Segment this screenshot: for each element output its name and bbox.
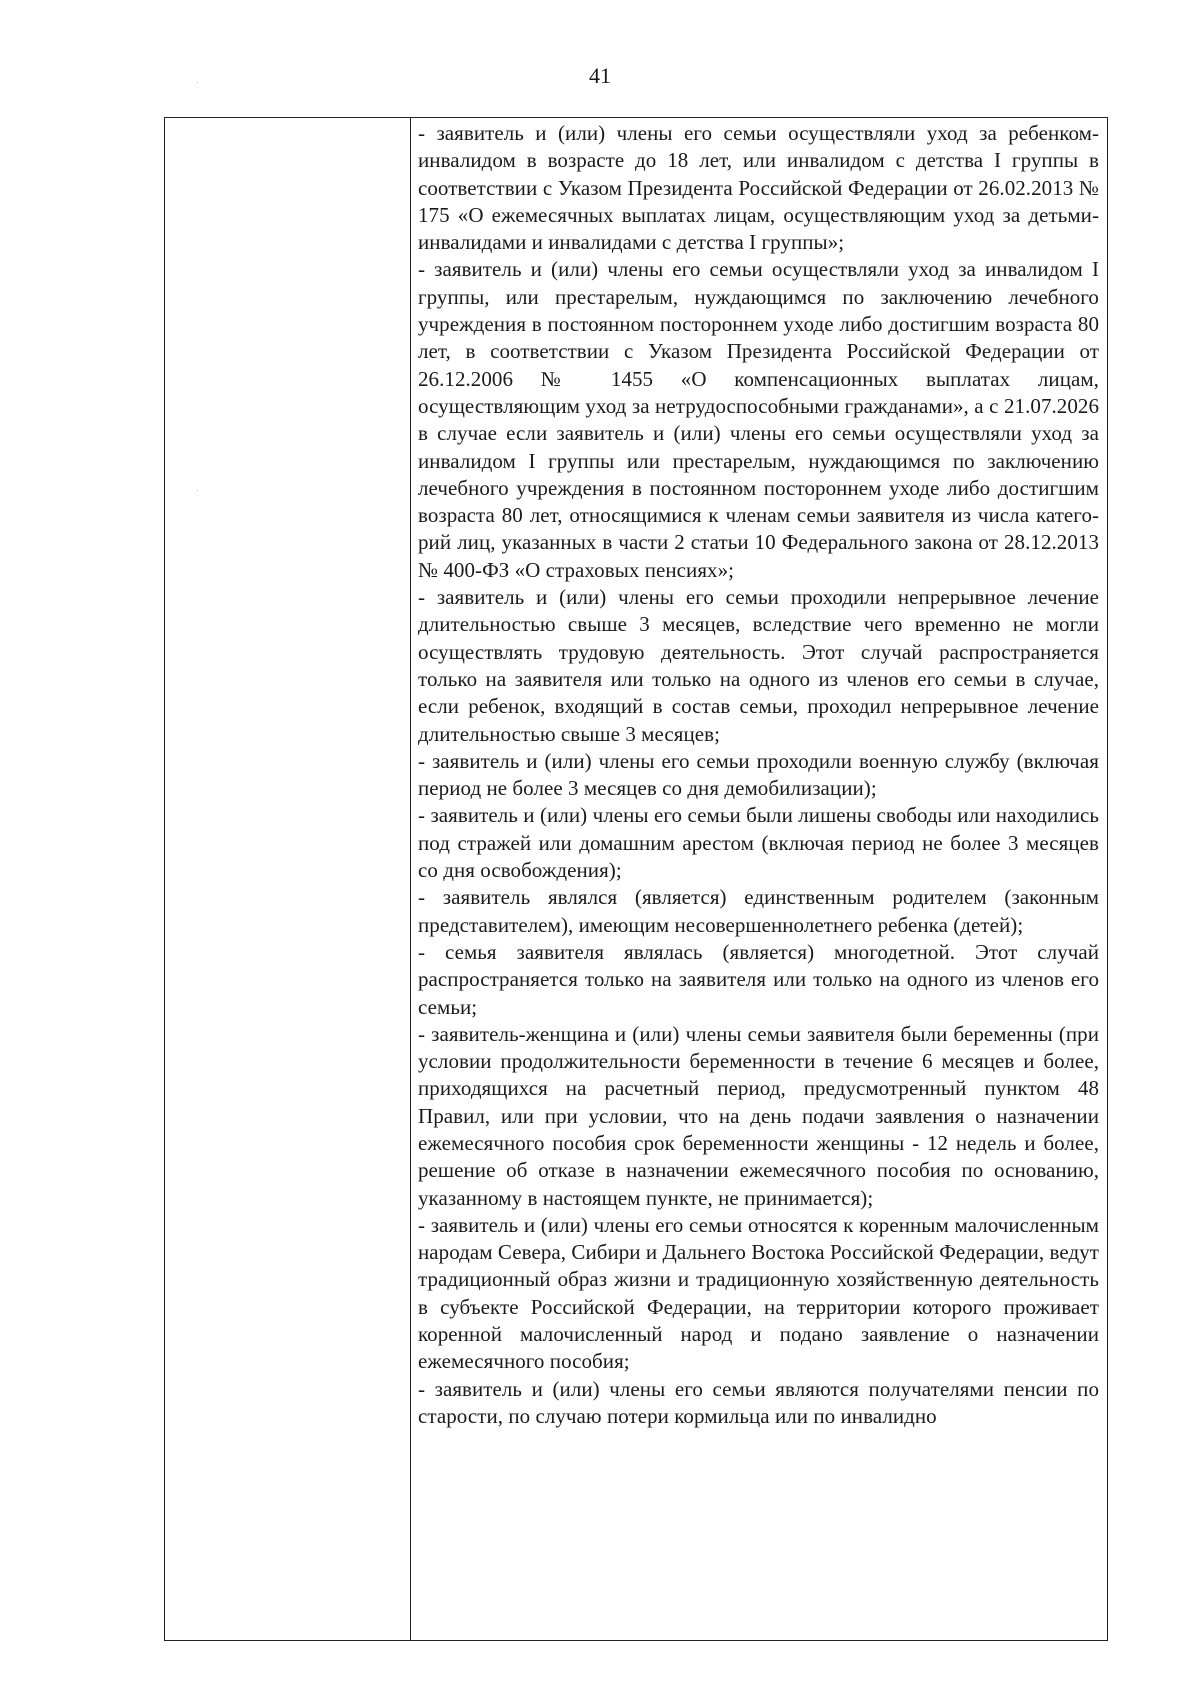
list-item: - заявитель и (или) члены его семьи осуществляли уход за инвалидом I группы, или престарелым, нуждающимся по заключению лечебного учреждения в постоянном постороннем уходе либо достигшим возраста 80 лет, в соответствии с Указом Президента Российской Федерации от 26.12.2006 № 1455 «О компенсационных выплатах лицам, осуществляющим уход за нетрудоспособными гражданами», а с 21.07.2026 в случае если заявитель и (или) члены его семьи осуществляли уход за инвалидом I группы или престарелым, нуждающимся по заключению лечебного учреждения в постоянном постороннем уходе либо достигшим возраста 80 лет, относящимися к членам семьи заявителя из числа категорий лиц, указанных в части 2 статьи 10 Федерального закона от 28.12.2013 № 400-ФЗ «О страховых пенсиях»; <box>418 257 1099 582</box>
list-item: - заявитель являлся (является) единственным родителем (законным представителем), имеющим несовершеннолетнего ребенка (детей); <box>418 885 1099 937</box>
list-item: - заявитель и (или) члены его семьи осуществляли уход за ребенком-инвалидом в возрасте до 18 лет, или инвалидом с детства I группы в соответствии с Указом Президента Российской Федерации от 26.02.2013 № 175 «О ежемесячных выплатах лицам, осуществляющим уход за детьми-инвалидами и инвалидами с детства I группы»; <box>418 121 1099 255</box>
list-item: - заявитель и (или) члены его семьи проходили непрерывное лечение длительностью свыше 3 месяцев, вследствие чего временно не могли осуществлять трудовую деятельность. Этот случай распространяется только на заявителя или только на одного из членов его семьи в случае, если ребенок, входящий в состав семьи, проходил непрерывное лечение длительностью свыше 3 месяцев; <box>418 585 1099 746</box>
list-item: - заявитель-женщина и (или) члены семьи заявителя были беременны (при условии продолжительности беременности в течение 6 месяцев и более, приходящихся на расчетный период, предусмотренный пунктом 48 Правил, или при условии, что на день подачи заявления о назначении ежемесячного пособия срок беременности женщины - 12 недель и более, решение об отказе в назначении ежемесячного пособия по основанию, указанному в настоящем пункте, не принимается); <box>418 1021 1099 1210</box>
list-item: - заявитель и (или) члены его семьи относятся к коренным малочисленным народам Севера, Сибири и Дальнего Востока Российской Федерации, ведут традиционный образ жизни и традиционную хозяйственную деятельность в субъекте Российской Федерации, на территории которого проживает коренной малочисленный народ и подано заявление о назначении ежемесячного пособия; <box>418 1212 1099 1374</box>
table-left-column <box>165 118 411 1640</box>
document-table <box>164 117 1108 1641</box>
list-item: - семья заявителя являлась (является) многодетной. Этот случай распространяется только на заявителя или только на одного из членов его семьи; <box>418 939 1099 1019</box>
scan-speck <box>197 82 198 83</box>
table-right-column <box>411 118 1107 1640</box>
page-number: 41 <box>589 63 611 88</box>
list-item: - заявитель и (или) члены его семьи были лишены свободы или находились под стражей или домашним арестом (включая период не более 3 месяцев со дня освобождения); <box>418 803 1099 883</box>
list-item: - заявитель и (или) члены его семьи являются получателями пенсии по старости, по случаю потери кормильца или по инвалидно <box>418 1376 1099 1428</box>
list-item: - заявитель и (или) члены его семьи проходили военную службу (включая период не более 3 месяцев со дня демобилизации); <box>418 748 1099 801</box>
